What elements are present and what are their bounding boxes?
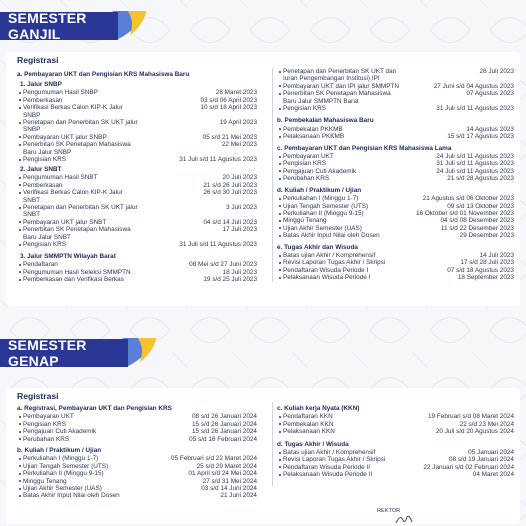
list-item: Ujian Akhir Semester (UAS) 11 s/d 22 Desember 2023 <box>277 225 514 232</box>
list-item: Pembayaran UKT 24 Juli s/d 11 Agustus 2023 <box>277 153 514 160</box>
ganjil-snbt-list <box>17 174 257 248</box>
list-item: Ujian Akhir Semester (UAS) 03 s/d 14 Juni 2024 <box>17 485 257 492</box>
list-item: Penerbitan SK Penetapan Mahasiswa Baru Jalur SNBP 22 Mei 2023 <box>17 141 257 156</box>
list-item: Pengisian KRS 31 Juli s/d 11 Agustus 2023 <box>17 241 257 248</box>
list-item: Pengajuan Cuti Akademik 15 s/d 26 Januari 2024 <box>17 428 257 435</box>
list-item: Pendaftaran 08 Mei s/d 27 Juni 2023 <box>17 261 257 268</box>
genap-band <box>0 339 128 367</box>
ganjil-smmptn-continued-list <box>277 68 514 112</box>
list-item: Pengisian KRS 31 Juli s/d 11 Agustus 2023 <box>277 105 514 112</box>
genap-section-a-heading: a. Registrasi, Pembayaran UKT dan Pengisian KRS <box>17 405 172 412</box>
list-item: Pembayaran UKT jalur SNBT 04 s/d 14 Juli 2023 <box>17 219 257 226</box>
genap-right-column <box>272 402 514 486</box>
list-item: Pengumuman Hasil SNBP 28 Maret 2023 <box>17 89 257 96</box>
genap-section-c-heading: c. Kuliah kerja Nyata (KKN) <box>277 405 360 412</box>
list-item: Perkuliahan I (Minggu 1-7) 21 Agustus s/d 06 Oktober 2023 <box>277 195 514 202</box>
ganjil-section-d-heading: d. Kuliah / Praktikum / Ujian <box>277 186 362 194</box>
ganjil-snbp-list <box>17 89 257 163</box>
ganjil-band <box>0 12 118 40</box>
list-item: Penerbitan SK Penetapan Mahasiswa Baru Jalur SNBT 17 Juli 2023 <box>17 226 257 241</box>
ganjil-band-title: SEMESTER GANJIL <box>8 10 87 42</box>
list-item: Pembayaran UKT 08 s/d 26 Januari 2024 <box>17 413 257 420</box>
signature-icon <box>394 514 414 524</box>
list-item: Batas ujian Akhir / Komprehensif 14 Juli 2023 <box>277 252 514 259</box>
list-item: Batas Akhir Input Nilai oleh Dosen 21 Juni 2024 <box>17 492 257 499</box>
list-item: Pembayaran UKT dan IPI jalur SMMPTN 27 Juni s/d 04 Agustus 2023 <box>277 83 514 90</box>
ganjil-snbp-heading: 1. Jalur SNBP <box>20 81 62 89</box>
ganjil-section-e-heading: e. Tugas Akhir dan Wisuda <box>277 243 358 251</box>
ganjil-snbt-heading: 2. Jalur SNBT <box>20 166 62 174</box>
ganjil-d-list <box>277 195 514 239</box>
list-item: Pengajuan Cuti Akademik 24 Juli s/d 11 Agustus 2023 <box>277 168 514 175</box>
ganjil-card <box>6 52 520 306</box>
list-item: Penerbitan SK Penetapan Mahasiswa Baru Jalur SMMPTN Barat 07 Agustus 2023 <box>277 90 514 105</box>
list-item: Penetapan dan Penerbitan SK UKT dan Iuran Pengembangan Institusi) IPI 26 Juli 2023 <box>277 68 514 83</box>
list-item: Perubahan KRS 05 s/d 16 Februari 2024 <box>17 436 257 443</box>
list-item: Pengisian KRS 31 Juli s/d 11 Agustus 2023 <box>277 160 514 167</box>
list-item: Pemberkasan 03 s/d 06 April 2023 <box>17 97 257 104</box>
list-item: Verifikasi Berkas Calon KIP-K Jalur SNBP 10 s/d 18 April 2023 <box>17 104 257 119</box>
list-item: Pendaftaran Wisuda Periode II 22 Januari s/d 02 Februari 2024 <box>277 464 514 471</box>
list-item: Ujian Tengah Semester (UTS) 09 s/d 13 Oktober 2023 <box>277 203 514 210</box>
list-item: Penetapan dan Penerbitan SK UKT jalur SNBP 19 April 2023 <box>17 119 257 134</box>
ganjil-section-b-heading: b. Pembekalan Mahasiswa Baru <box>277 117 374 125</box>
ganjil-b-list <box>277 126 514 141</box>
rektor-label: REKTOR <box>377 508 401 514</box>
genap-b-list <box>17 455 257 499</box>
list-item: Pendaftaran Wisuda Periode I 07 s/d 18 Agustus 2023 <box>277 267 514 274</box>
list-item: Pengumuman Hasil SNBT 20 Juli 2023 <box>17 174 257 181</box>
list-item: Pelaksanaan KKN 20 Juli s/d 20 Agustus 2024 <box>277 428 514 435</box>
list-item: Minggu Tenang 04 s/d 08 Desember 2023 <box>277 217 514 224</box>
list-item: Perkuliahan II (Minggu 9-15) 16 Oktober s/d 01 November 2023 <box>277 210 514 217</box>
list-item: Pembekalan KKN 22 s/d 23 Mei 2024 <box>277 421 514 428</box>
list-item: Verifikasi Berkas Calon KIP-K Jalur SNBT 26 s/d 30 Juli 2023 <box>17 189 257 204</box>
ganjil-left-column <box>17 68 257 283</box>
list-item: Perkuliahan II (Minggu 9-15) 01 April s/d 24 Mei 2024 <box>17 470 257 477</box>
list-item: Revisi Laporan Tugas Akhir / Skripsi 17 s/d 28 Juli 2023 <box>277 259 514 266</box>
list-item: Ujian Tengah Semester (UTS) 25 s/d 29 Maret 2024 <box>17 463 257 470</box>
genap-section-b-heading: b. Kuliah / Praktikum / Ujian <box>17 447 102 455</box>
ganjil-smmptn-heading: 3. Jalur SMMPTN Wilayah Barat <box>20 253 116 261</box>
genap-d-list <box>277 449 514 479</box>
list-item: Pengumuman Hasil Seleksi SMMPTN 18 Juli 2023 <box>17 269 257 276</box>
ganjil-e-list <box>277 252 514 282</box>
list-item: Minggu Tenang 27 s/d 31 Mei 2024 <box>17 478 257 485</box>
list-item: Perkuliahan I (Minggu 1-7) 05 Februari s/d 22 Maret 2024 <box>17 455 257 462</box>
list-item: Pengisian KRS 15 s/d 26 Januari 2024 <box>17 421 257 428</box>
list-item: Batas ujian Akhir / Komprehensif 05 Januari 2024 <box>277 449 514 456</box>
genap-card <box>6 388 520 524</box>
ganjil-smmptn-list <box>17 261 257 283</box>
ganjil-card-title: Registrasi <box>17 55 59 65</box>
list-item: Pembekalan PKKMB 14 Agustus 2023 <box>277 126 514 133</box>
ganjil-c-list <box>277 153 514 183</box>
ganjil-right-column <box>272 68 514 282</box>
genap-card-title: Registrasi <box>17 391 59 401</box>
list-item: Revisi Laporan Tugas Akhir / Skripsi 08 s/d 19 Januari 2024 <box>277 456 514 463</box>
genap-section-d-heading: d. Tugas Akhir / Wisuda <box>277 440 349 448</box>
list-item: Pengisian KRS 31 Juli s/d 11 Agustus 2023 <box>17 156 257 163</box>
genap-c-list <box>277 413 514 435</box>
ganjil-section-a-heading: a. Pembayaran UKT dan Pengisian KRS Mahasiswa Baru <box>17 71 190 78</box>
list-item: Penetapan dan Penerbitan SK UKT jalur SNBT 3 Juli 2023 <box>17 204 257 219</box>
genap-band-title: SEMESTER GENAP <box>8 337 87 369</box>
list-item: Perubahan KRS 21 s/d 28 Agustus 2023 <box>277 175 514 182</box>
list-item: Pendaftaran KKN 19 Februari s/d 08 Maret 2024 <box>277 413 514 420</box>
list-item: Pemberkasan 21 s/d 26 Juli 2023 <box>17 182 257 189</box>
list-item: Pelaksanaan Wisuda Periode II 04 Maret 2024 <box>277 471 514 478</box>
list-item: Batas Akhir Input Nilai oleh Dosen 29 Desember 2023 <box>277 232 514 239</box>
ganjil-section-c-heading: c. Pembayaran UKT dan Pengisian KRS Mahasiswa Lama <box>277 144 452 152</box>
list-item: Pelaksanaan Wisuda Periode I 18 September 2023 <box>277 274 514 281</box>
list-item: Pelaksanaan PKKMB 15 s/d 17 Agustus 2023 <box>277 133 514 140</box>
list-item: Pemberkasan dan Verifikasi Berkas 19 s/d 25 Juli 2023 <box>17 276 257 283</box>
genap-left-column <box>17 402 257 500</box>
list-item: Pembayaran UKT jalur SNBP 05 s/d 21 Mei 2023 <box>17 134 257 141</box>
genap-a-list <box>17 413 257 443</box>
